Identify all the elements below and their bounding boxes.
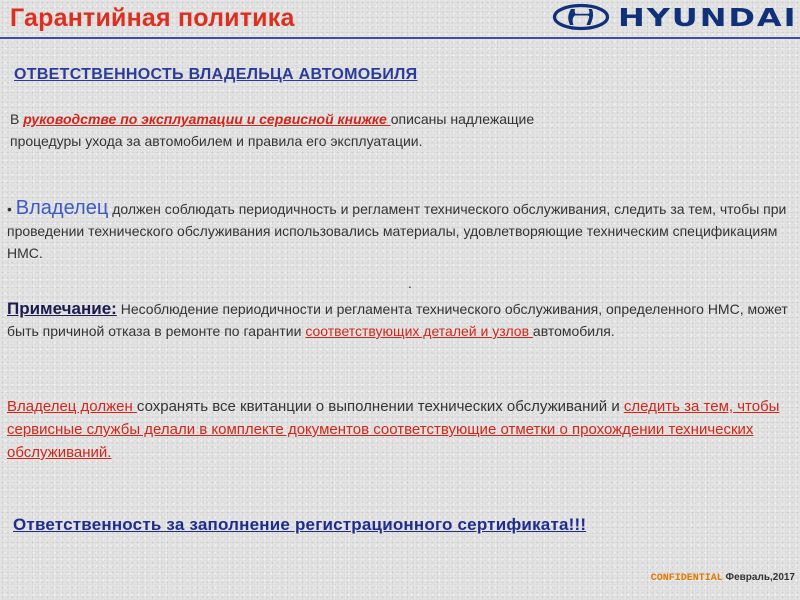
manual-link[interactable]: руководстве по эксплуатации и сервисной книжке bbox=[23, 111, 391, 127]
duty-red-start: Владелец должен bbox=[7, 398, 137, 415]
section-heading-text: ОТВЕТСТВЕННОСТЬ ВЛАДЕЛЬЦА АВТОМОБИЛЯ bbox=[14, 66, 418, 83]
note-text: Несоблюдение периодичности и регламента технического обслуживания, определенного НМС, может быть причиной отказа в ремонте по гарантии bbox=[7, 301, 788, 339]
note-paragraph bbox=[7, 298, 797, 342]
intro-paragraph bbox=[10, 108, 710, 152]
section-heading bbox=[14, 66, 417, 84]
owner-duty-paragraph bbox=[7, 395, 797, 464]
certificate-responsibility-text: Ответственность за заполнение регистрационного сертификата!!! bbox=[13, 515, 587, 534]
duty-red-end: следить за тем, чтобы сервисные службы делали в комплекте документов соответствующие отметки о прохождении технических обслуживаний. bbox=[7, 398, 780, 461]
slide-title: Гарантийная политика bbox=[10, 4, 295, 32]
bullet-marker: • bbox=[7, 201, 12, 217]
owner-bullet-text: должен соблюдать периодичность и регламент технического обслуживания, следить за тем, чтобы при проведении технического обслуживания использовались материалы, удовлетворяющие техническим спецификациям НМС. bbox=[7, 201, 787, 261]
note-tail: автомобиля. bbox=[532, 323, 615, 339]
duty-black: сохранять все квитанции о выполнении технических обслуживаний и bbox=[136, 398, 624, 415]
stray-dot: . bbox=[408, 275, 412, 291]
certificate-responsibility bbox=[13, 515, 586, 535]
owner-word: Владелец bbox=[15, 197, 109, 219]
footer-date: Февраль,2017 bbox=[722, 572, 795, 583]
intro-rest: описаны надлежащие bbox=[390, 111, 535, 127]
intro-line2: процедуры ухода за автомобилем и правила его эксплуатации. bbox=[10, 133, 423, 149]
owner-bullet bbox=[7, 197, 797, 264]
note-label: Примечание: bbox=[7, 299, 117, 318]
footer bbox=[651, 572, 795, 584]
hyundai-emblem-icon bbox=[552, 3, 610, 31]
parts-link[interactable]: соответствующих деталей и узлов bbox=[305, 323, 533, 339]
confidential-label: CONFIDENTIAL bbox=[650, 573, 723, 584]
intro-prefix: В bbox=[10, 111, 24, 127]
hyundai-logo bbox=[552, 2, 798, 32]
hyundai-wordmark: HYUNDAI bbox=[618, 2, 798, 32]
header-divider bbox=[0, 37, 800, 39]
